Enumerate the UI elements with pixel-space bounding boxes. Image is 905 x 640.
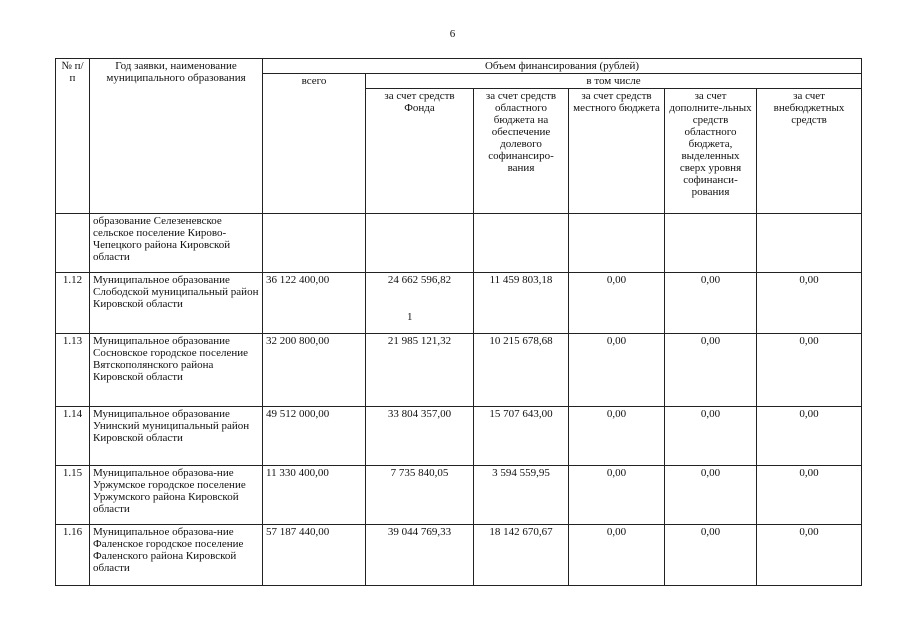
cell-num [56,214,90,273]
cell-num: 1.16 [56,525,90,586]
cell-regional: 10 215 678,68 [474,334,569,407]
header-extrabudget: за счет внебюджетных средств [757,89,862,214]
header-including: в том числе [366,74,862,89]
table-row [56,334,862,407]
cell-regional: 15 707 643,00 [474,407,569,466]
cell-fund: 24 662 596,82 [366,273,474,334]
cell-local: 0,00 [569,466,665,525]
header-funding: Объем финансирования (рублей) [263,59,862,74]
cell-num: 1.15 [56,466,90,525]
cell-regional: 11 459 803,18 [474,273,569,334]
cell-num: 1.12 [56,273,90,334]
header-fund: за счет средств Фонда [366,89,474,214]
cell-name: Муниципальное образование Сосновское городское поселение Вятскополянского района Кировской области [90,334,263,407]
cell-extrabudget: 0,00 [757,334,862,407]
cell-total: 11 330 400,00 [263,466,366,525]
cell-additional: 0,00 [665,334,757,407]
table-row-continuation [56,214,862,273]
header-total: всего [263,74,366,214]
cell-extrabudget: 0,00 [757,525,862,586]
cell-total: 36 122 400,00 [263,273,366,334]
table-row [56,525,862,586]
cell-additional: 0,00 [665,466,757,525]
cell-fund: 33 804 357,00 [366,407,474,466]
header-additional: за счет дополните-льных средств областного бюджета, выделенных сверх уровня софинанси-рования [665,89,757,214]
cell-local: 0,00 [569,525,665,586]
header-local: за счет средств местного бюджета [569,89,665,214]
cell-extrabudget: 0,00 [757,466,862,525]
stray-mark: 1 [407,311,413,323]
cell-local: 0,00 [569,334,665,407]
cell-fund: 39 044 769,33 [366,525,474,586]
cell-extrabudget: 0,00 [757,273,862,334]
cell-regional: 3 594 559,95 [474,466,569,525]
header-name: Год заявки, наименование муниципального образования [90,59,263,214]
page-number: 6 [449,28,456,40]
cell-additional: 0,00 [665,407,757,466]
cell-local: 0,00 [569,273,665,334]
cell-name: Муниципальное образование Унинский муниципальный район Кировской области [90,407,263,466]
cell-name: Муниципальное образова-ние Уржумское городское поселение Уржумского района Кировской области [90,466,263,525]
cell-regional: 18 142 670,67 [474,525,569,586]
cell-name: Муниципальное образова-ние Фаленское городское поселение Фаленского района Кировской области [90,525,263,586]
cell-name: образование Селезеневское сельское поселение Кирово-Чепецкого района Кировской области [90,214,263,273]
cell-name: Муниципальное образование Слободской муниципальный район Кировской области [90,273,263,334]
table-row [56,466,862,525]
cell-num: 1.13 [56,334,90,407]
cell-fund: 7 735 840,05 [366,466,474,525]
cell-additional: 0,00 [665,273,757,334]
cell-fund: 21 985 121,32 [366,334,474,407]
cell-total: 57 187 440,00 [263,525,366,586]
funding-table [55,58,862,586]
cell-total: 32 200 800,00 [263,334,366,407]
table-row [56,273,862,334]
cell-num: 1.14 [56,407,90,466]
table-row [56,407,862,466]
cell-total: 49 512 000,00 [263,407,366,466]
header-regional: за счет средств областного бюджета на обеспечение долевого софинансиро-вания [474,89,569,214]
header-num: № п/п [56,59,90,214]
cell-local: 0,00 [569,407,665,466]
cell-extrabudget: 0,00 [757,407,862,466]
cell-additional: 0,00 [665,525,757,586]
